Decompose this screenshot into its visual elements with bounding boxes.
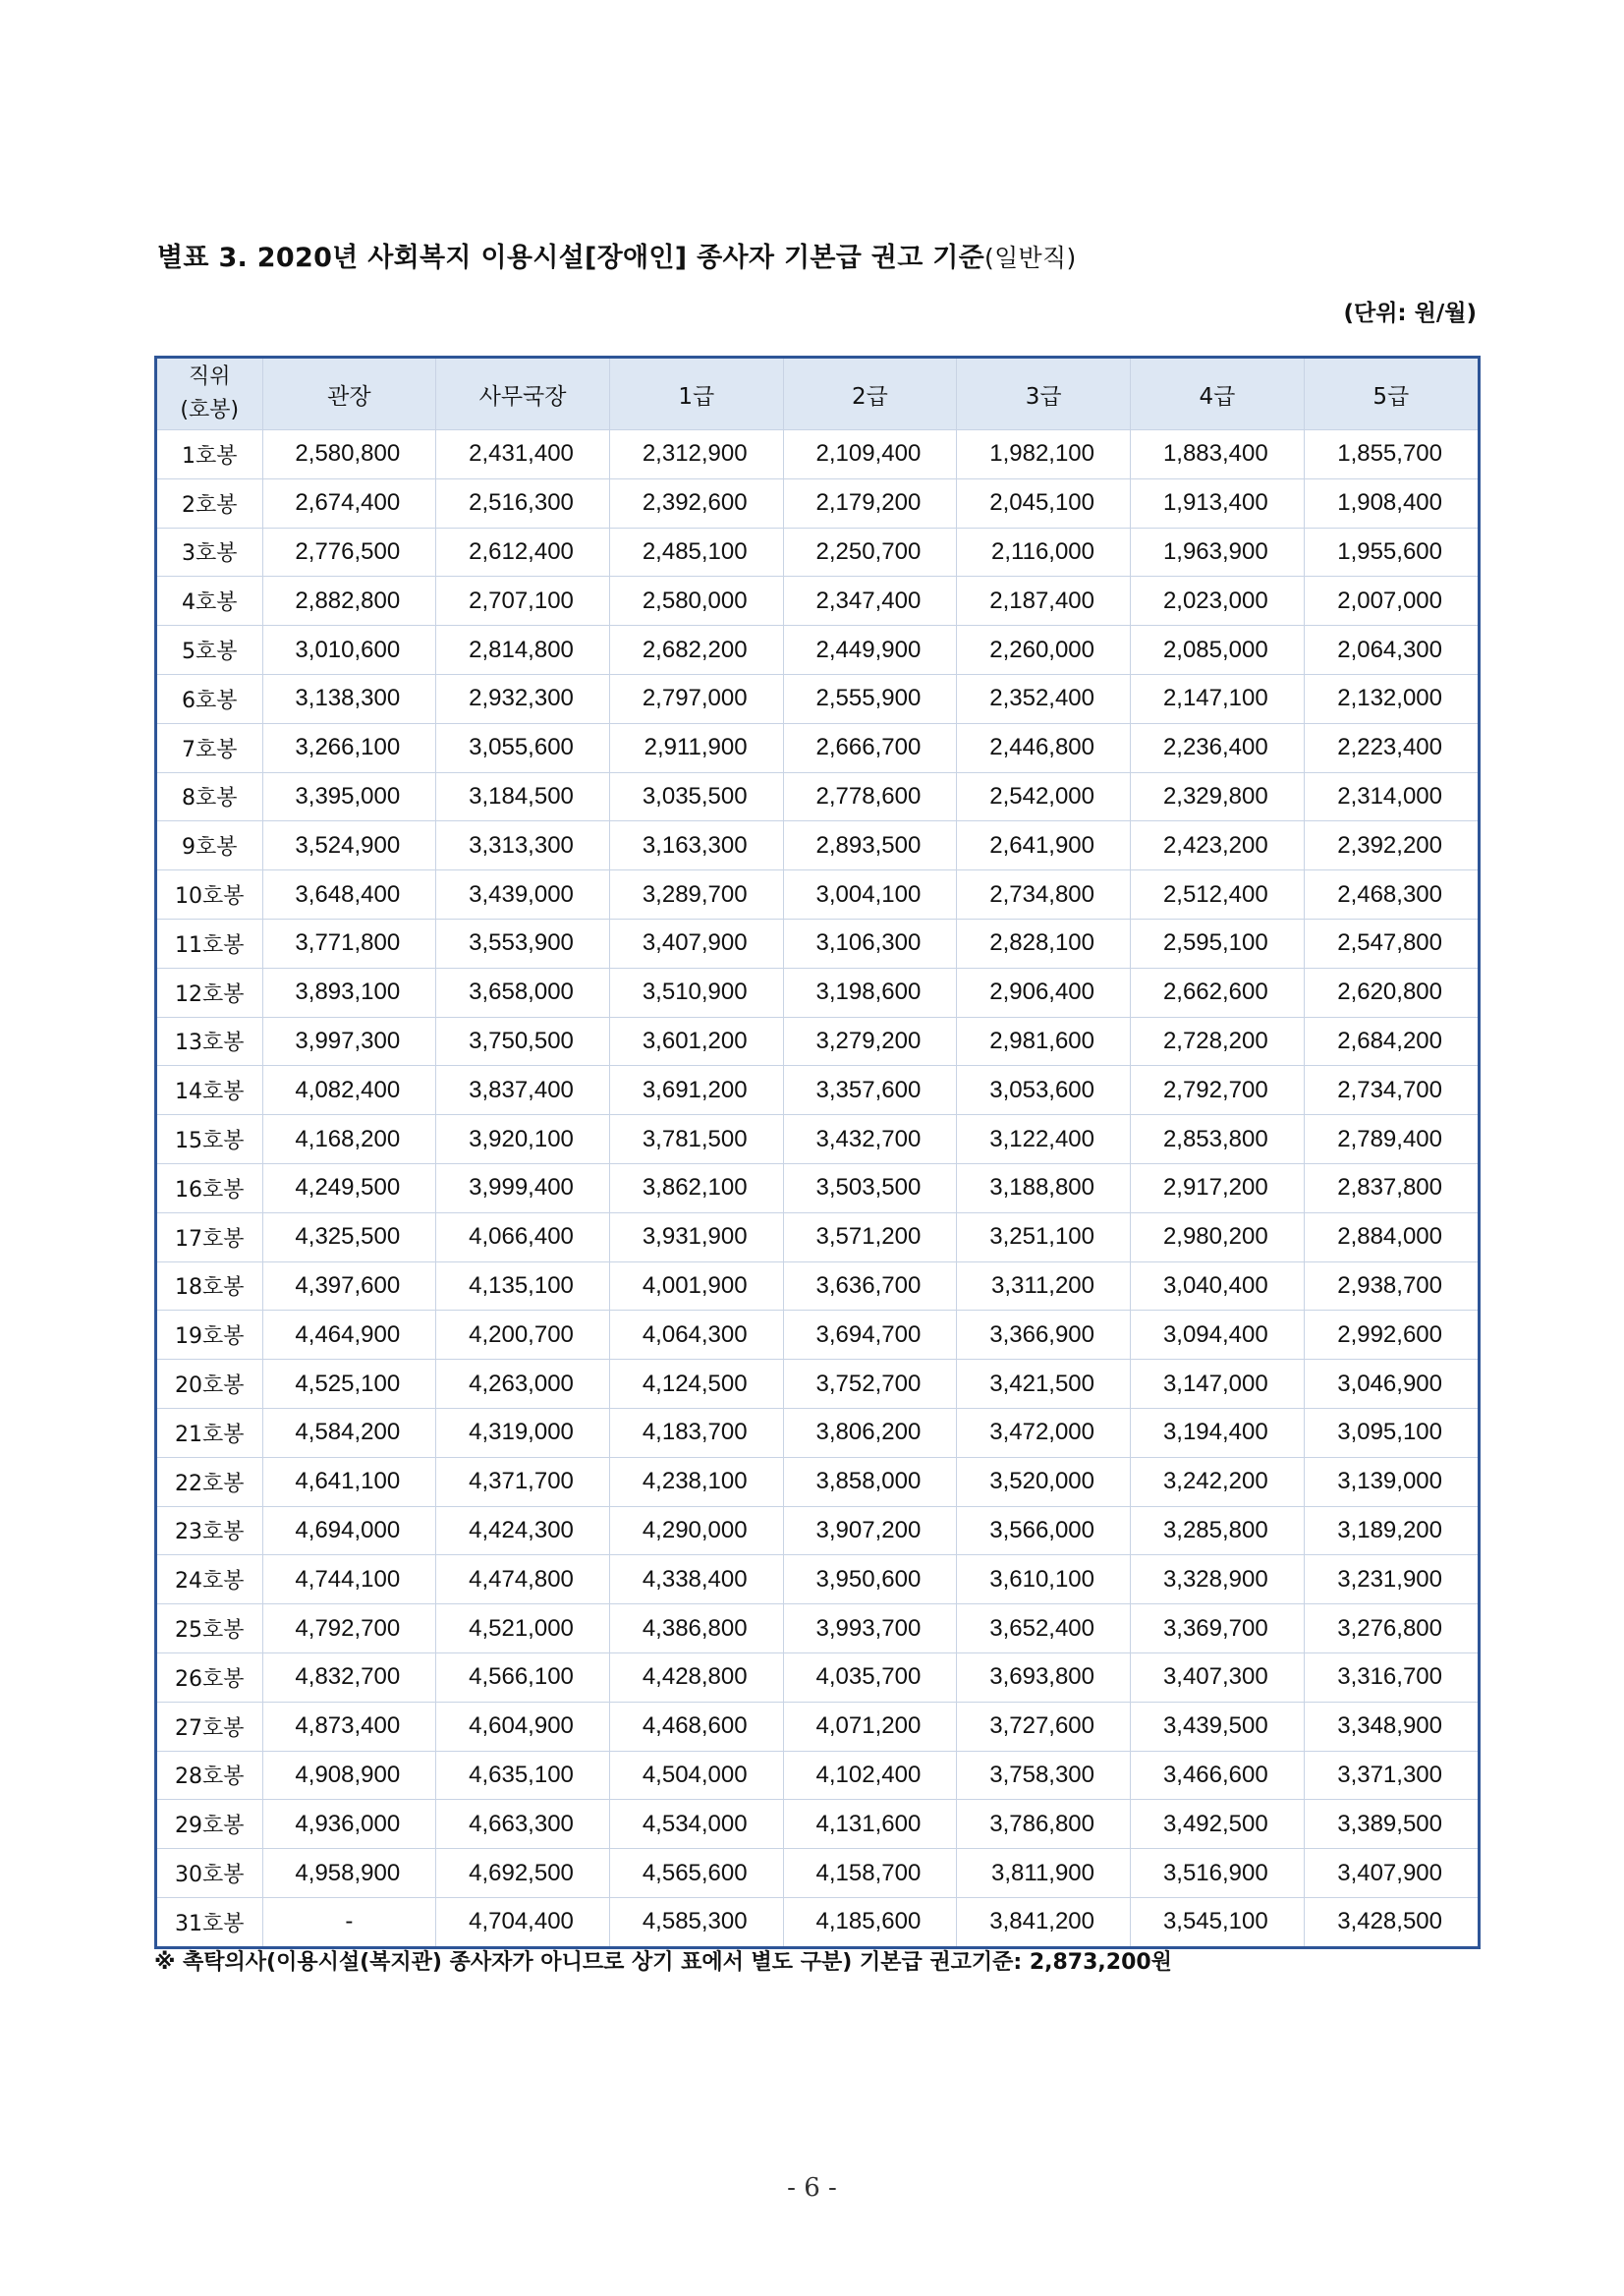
value-cell: 2,814,800 <box>436 626 610 675</box>
value-cell: 2,932,300 <box>436 674 610 723</box>
value-cell: 2,223,400 <box>1304 723 1478 772</box>
value-cell: 3,920,100 <box>436 1115 610 1164</box>
value-cell: 2,179,200 <box>783 478 957 528</box>
value-cell: 2,980,200 <box>1131 1212 1305 1261</box>
value-cell: 3,279,200 <box>783 1017 957 1066</box>
value-cell: 2,236,400 <box>1131 723 1305 772</box>
value-cell: 4,001,900 <box>609 1261 783 1311</box>
value-cell: 3,750,500 <box>436 1017 610 1066</box>
value-cell: 4,263,000 <box>436 1360 610 1409</box>
value-cell: 2,580,800 <box>262 430 436 479</box>
value-cell: 3,313,300 <box>436 821 610 870</box>
value-cell: 2,023,000 <box>1131 577 1305 626</box>
value-cell: 3,055,600 <box>436 723 610 772</box>
value-cell: 4,958,900 <box>262 1849 436 1898</box>
value-cell: 3,163,300 <box>609 821 783 870</box>
value-cell: 3,010,600 <box>262 626 436 675</box>
value-cell: 4,744,100 <box>262 1555 436 1604</box>
table-row <box>157 674 1478 723</box>
table-row <box>157 772 1478 821</box>
value-cell: 4,873,400 <box>262 1702 436 1751</box>
step-cell: 25호봉 <box>157 1604 262 1653</box>
value-cell: 3,571,200 <box>783 1212 957 1261</box>
value-cell: 2,911,900 <box>609 723 783 772</box>
value-cell: 4,428,800 <box>609 1652 783 1702</box>
value-cell: 2,684,200 <box>1304 1017 1478 1066</box>
value-cell: 3,492,500 <box>1131 1800 1305 1849</box>
value-cell: 3,122,400 <box>957 1115 1131 1164</box>
step-cell: 19호봉 <box>157 1311 262 1360</box>
value-cell: 4,135,100 <box>436 1261 610 1311</box>
value-cell: 3,601,200 <box>609 1017 783 1066</box>
page-number: - 6 - <box>787 2173 837 2203</box>
step-cell: 27호봉 <box>157 1702 262 1751</box>
value-cell: 3,348,900 <box>1304 1702 1478 1751</box>
value-cell: 1,913,400 <box>1131 478 1305 528</box>
step-cell: 30호봉 <box>157 1849 262 1898</box>
value-cell: 2,674,400 <box>262 478 436 528</box>
table-row <box>157 1702 1478 1751</box>
step-cell: 1호봉 <box>157 430 262 479</box>
value-cell: 3,652,400 <box>957 1604 1131 1653</box>
value-cell: 2,449,900 <box>783 626 957 675</box>
table-row <box>157 1408 1478 1457</box>
value-cell: 2,116,000 <box>957 528 1131 577</box>
value-cell: 3,147,000 <box>1131 1360 1305 1409</box>
table-row <box>157 870 1478 920</box>
step-cell: 15호봉 <box>157 1115 262 1164</box>
table-row <box>157 968 1478 1017</box>
value-cell: 3,545,100 <box>1131 1897 1305 1945</box>
step-cell: 12호봉 <box>157 968 262 1017</box>
value-cell: 2,734,700 <box>1304 1066 1478 1115</box>
value-cell: 3,693,800 <box>957 1652 1131 1702</box>
value-cell: 2,423,200 <box>1131 821 1305 870</box>
table-row <box>157 1261 1478 1311</box>
value-cell: 2,431,400 <box>436 430 610 479</box>
table-row <box>157 430 1478 479</box>
value-cell: 2,329,800 <box>1131 772 1305 821</box>
column-header: 5급 <box>1304 359 1478 430</box>
value-cell: 2,906,400 <box>957 968 1131 1017</box>
value-cell: 4,158,700 <box>783 1849 957 1898</box>
step-cell: 4호봉 <box>157 577 262 626</box>
value-cell: 4,124,500 <box>609 1360 783 1409</box>
value-cell: 1,963,900 <box>1131 528 1305 577</box>
value-cell: 2,992,600 <box>1304 1311 1478 1360</box>
value-cell: 2,314,000 <box>1304 772 1478 821</box>
value-cell: 4,238,100 <box>609 1457 783 1506</box>
value-cell: 3,658,000 <box>436 968 610 1017</box>
value-cell: 3,251,100 <box>957 1212 1131 1261</box>
value-cell: 3,999,400 <box>436 1163 610 1212</box>
step-cell: 28호봉 <box>157 1751 262 1800</box>
value-cell: 4,397,600 <box>262 1261 436 1311</box>
salary-table <box>157 359 1478 1946</box>
value-cell: 3,139,000 <box>1304 1457 1478 1506</box>
value-cell: 3,841,200 <box>957 1897 1131 1945</box>
value-cell: 3,138,300 <box>262 674 436 723</box>
value-cell: 3,516,900 <box>1131 1849 1305 1898</box>
step-cell: 8호봉 <box>157 772 262 821</box>
step-cell: 22호봉 <box>157 1457 262 1506</box>
value-cell: 4,185,600 <box>783 1897 957 1945</box>
value-cell: 3,328,900 <box>1131 1555 1305 1604</box>
value-cell: 2,468,300 <box>1304 870 1478 920</box>
value-cell: 3,858,000 <box>783 1457 957 1506</box>
value-cell: 3,648,400 <box>262 870 436 920</box>
value-cell: 4,102,400 <box>783 1751 957 1800</box>
step-cell: 9호봉 <box>157 821 262 870</box>
value-cell: 3,395,000 <box>262 772 436 821</box>
value-cell: 3,553,900 <box>436 919 610 968</box>
value-cell: 3,366,900 <box>957 1311 1131 1360</box>
value-cell: 3,727,600 <box>957 1702 1131 1751</box>
value-cell: 4,663,300 <box>436 1800 610 1849</box>
value-cell: 2,547,800 <box>1304 919 1478 968</box>
column-header: 사무국장 <box>436 359 610 430</box>
step-cell: 3호봉 <box>157 528 262 577</box>
column-header: 2급 <box>783 359 957 430</box>
value-cell: 4,641,100 <box>262 1457 436 1506</box>
value-cell: 3,472,000 <box>957 1408 1131 1457</box>
value-cell: 2,064,300 <box>1304 626 1478 675</box>
value-cell: 3,758,300 <box>957 1751 1131 1800</box>
unit-label: (단위: 원/월) <box>1343 301 1477 326</box>
value-cell: 2,662,600 <box>1131 968 1305 1017</box>
document-title <box>157 236 1077 274</box>
value-cell: 3,389,500 <box>1304 1800 1478 1849</box>
value-cell: 3,276,800 <box>1304 1604 1478 1653</box>
value-cell: 4,183,700 <box>609 1408 783 1457</box>
value-cell: 4,704,400 <box>436 1897 610 1945</box>
table-body <box>157 430 1478 1946</box>
value-cell: 3,439,000 <box>436 870 610 920</box>
table-row <box>157 1652 1478 1702</box>
value-cell: 3,811,900 <box>957 1849 1131 1898</box>
value-cell: 3,285,800 <box>1131 1506 1305 1555</box>
table-row <box>157 723 1478 772</box>
value-cell: 2,250,700 <box>783 528 957 577</box>
step-cell: 24호봉 <box>157 1555 262 1604</box>
table-row <box>157 528 1478 577</box>
value-cell: 4,584,200 <box>262 1408 436 1457</box>
value-cell: 3,095,100 <box>1304 1408 1478 1457</box>
value-cell: 3,806,200 <box>783 1408 957 1457</box>
step-cell: 21호봉 <box>157 1408 262 1457</box>
value-cell: 3,035,500 <box>609 772 783 821</box>
table-row <box>157 1457 1478 1506</box>
title-main: 별표 3. 2020년 사회복지 이용시설[장애인] 종사자 기본급 권고 기준 <box>157 243 985 273</box>
value-cell: 4,200,700 <box>436 1311 610 1360</box>
value-cell: 2,260,000 <box>957 626 1131 675</box>
value-cell: 4,908,900 <box>262 1751 436 1800</box>
value-cell: 3,439,500 <box>1131 1702 1305 1751</box>
value-cell: 4,325,500 <box>262 1212 436 1261</box>
value-cell: 4,474,800 <box>436 1555 610 1604</box>
value-cell: 3,188,800 <box>957 1163 1131 1212</box>
value-cell: 4,168,200 <box>262 1115 436 1164</box>
value-cell: 3,407,900 <box>609 919 783 968</box>
value-cell: 1,982,100 <box>957 430 1131 479</box>
value-cell: 2,555,900 <box>783 674 957 723</box>
value-cell: 3,266,100 <box>262 723 436 772</box>
step-cell: 16호봉 <box>157 1163 262 1212</box>
value-cell: 2,612,400 <box>436 528 610 577</box>
value-cell: 2,045,100 <box>957 478 1131 528</box>
table-row <box>157 478 1478 528</box>
value-cell: 4,936,000 <box>262 1800 436 1849</box>
table-row <box>157 1751 1478 1800</box>
value-cell: 3,421,500 <box>957 1360 1131 1409</box>
value-cell: 4,249,500 <box>262 1163 436 1212</box>
value-cell: 2,392,600 <box>609 478 783 528</box>
value-cell: 3,407,300 <box>1131 1652 1305 1702</box>
value-cell: 2,620,800 <box>1304 968 1478 1017</box>
table-row <box>157 821 1478 870</box>
step-cell: 11호봉 <box>157 919 262 968</box>
value-cell: 4,064,300 <box>609 1311 783 1360</box>
value-cell: 3,094,400 <box>1131 1311 1305 1360</box>
corner-line2: (호봉) <box>180 398 240 422</box>
value-cell: 2,882,800 <box>262 577 436 626</box>
value-cell: 2,884,000 <box>1304 1212 1478 1261</box>
value-cell: 3,893,100 <box>262 968 436 1017</box>
value-cell: 3,786,800 <box>957 1800 1131 1849</box>
value-cell: 2,312,900 <box>609 430 783 479</box>
value-cell: 2,778,600 <box>783 772 957 821</box>
value-cell: 4,338,400 <box>609 1555 783 1604</box>
value-cell: 4,585,300 <box>609 1897 783 1945</box>
value-cell: 3,610,100 <box>957 1555 1131 1604</box>
value-cell: 3,357,600 <box>783 1066 957 1115</box>
step-cell: 14호봉 <box>157 1066 262 1115</box>
value-cell: 2,776,500 <box>262 528 436 577</box>
table-row <box>157 1897 1478 1945</box>
value-cell: 2,147,100 <box>1131 674 1305 723</box>
value-cell: 3,004,100 <box>783 870 957 920</box>
step-cell: 10호봉 <box>157 870 262 920</box>
table-row <box>157 1163 1478 1212</box>
value-cell: 2,734,800 <box>957 870 1131 920</box>
value-cell: 3,691,200 <box>609 1066 783 1115</box>
value-cell: 2,789,400 <box>1304 1115 1478 1164</box>
table-row <box>157 1555 1478 1604</box>
value-cell: 3,566,000 <box>957 1506 1131 1555</box>
value-cell: - <box>262 1897 436 1945</box>
value-cell: 2,446,800 <box>957 723 1131 772</box>
value-cell: 3,369,700 <box>1131 1604 1305 1653</box>
value-cell: 3,466,600 <box>1131 1751 1305 1800</box>
value-cell: 3,053,600 <box>957 1066 1131 1115</box>
step-cell: 31호봉 <box>157 1897 262 1945</box>
value-cell: 4,082,400 <box>262 1066 436 1115</box>
table-row <box>157 1506 1478 1555</box>
value-cell: 3,950,600 <box>783 1555 957 1604</box>
value-cell: 4,424,300 <box>436 1506 610 1555</box>
step-cell: 17호봉 <box>157 1212 262 1261</box>
value-cell: 3,862,100 <box>609 1163 783 1212</box>
column-header: 3급 <box>957 359 1131 430</box>
column-header: 관장 <box>262 359 436 430</box>
value-cell: 4,635,100 <box>436 1751 610 1800</box>
table-header-row <box>157 359 1478 430</box>
value-cell: 3,694,700 <box>783 1311 957 1360</box>
table-row <box>157 577 1478 626</box>
table-row <box>157 1115 1478 1164</box>
value-cell: 2,666,700 <box>783 723 957 772</box>
corner-line1: 직위 <box>188 364 231 389</box>
value-cell: 3,046,900 <box>1304 1360 1478 1409</box>
value-cell: 2,352,400 <box>957 674 1131 723</box>
value-cell: 3,316,700 <box>1304 1652 1478 1702</box>
table-row <box>157 626 1478 675</box>
step-cell: 6호봉 <box>157 674 262 723</box>
value-cell: 2,187,400 <box>957 577 1131 626</box>
footnote: ※ 촉탁의사(이용시설(복지관) 종사자가 아니므로 상기 표에서 별도 구분) 기본급 권고기준: 2,873,200원 <box>154 1950 1172 1975</box>
column-header: 1급 <box>609 359 783 430</box>
value-cell: 3,428,500 <box>1337 1908 1442 1935</box>
value-cell: 3,781,500 <box>609 1115 783 1164</box>
value-cell: 4,792,700 <box>262 1604 436 1653</box>
value-cell: 2,837,800 <box>1304 1163 1478 1212</box>
value-cell: 3,106,300 <box>783 919 957 968</box>
value-cell: 3,837,400 <box>436 1066 610 1115</box>
value-cell: 3,510,900 <box>609 968 783 1017</box>
value-cell: 2,728,200 <box>1131 1017 1305 1066</box>
value-cell: 3,997,300 <box>262 1017 436 1066</box>
corner-header <box>157 359 262 430</box>
step-cell: 7호봉 <box>157 723 262 772</box>
table-row <box>157 1800 1478 1849</box>
value-cell: 2,981,600 <box>957 1017 1131 1066</box>
value-cell: 1,955,600 <box>1304 528 1478 577</box>
step-cell: 2호봉 <box>157 478 262 528</box>
table-row <box>157 1311 1478 1360</box>
step-cell: 18호봉 <box>157 1261 262 1311</box>
value-cell: 3,503,500 <box>783 1163 957 1212</box>
value-cell: 4,565,600 <box>609 1849 783 1898</box>
value-cell: 2,516,300 <box>436 478 610 528</box>
step-cell: 26호봉 <box>157 1652 262 1702</box>
title-suffix: (일반직) <box>984 244 1077 272</box>
value-cell: 3,184,500 <box>436 772 610 821</box>
value-cell: 2,682,200 <box>609 626 783 675</box>
value-cell: 2,893,500 <box>783 821 957 870</box>
table-row <box>157 1212 1478 1261</box>
value-cell: 4,290,000 <box>609 1506 783 1555</box>
value-cell: 4,066,400 <box>436 1212 610 1261</box>
value-cell: 3,040,400 <box>1131 1261 1305 1311</box>
value-cell: 3,907,200 <box>783 1506 957 1555</box>
value-cell: 3,752,700 <box>783 1360 957 1409</box>
value-cell: 2,707,100 <box>436 577 610 626</box>
table-row <box>157 1017 1478 1066</box>
value-cell: 4,694,000 <box>262 1506 436 1555</box>
value-cell: 4,319,000 <box>436 1408 610 1457</box>
value-cell: 4,386,800 <box>609 1604 783 1653</box>
step-cell: 13호봉 <box>157 1017 262 1066</box>
value-cell: 2,917,200 <box>1131 1163 1305 1212</box>
value-cell: 2,347,400 <box>783 577 957 626</box>
value-cell: 4,071,200 <box>783 1702 957 1751</box>
value-cell: 3,198,600 <box>783 968 957 1017</box>
value-cell: 3,371,300 <box>1304 1751 1478 1800</box>
value-cell: 3,289,700 <box>609 870 783 920</box>
value-cell: 2,085,000 <box>1131 626 1305 675</box>
value-cell: 4,464,900 <box>262 1311 436 1360</box>
value-cell: 3,636,700 <box>783 1261 957 1311</box>
value-cell: 2,109,400 <box>783 430 957 479</box>
value-cell: 2,580,000 <box>609 577 783 626</box>
value-cell: 4,604,900 <box>436 1702 610 1751</box>
step-cell: 20호봉 <box>157 1360 262 1409</box>
value-cell: 3,931,900 <box>609 1212 783 1261</box>
value-cell: 1,883,400 <box>1131 430 1305 479</box>
value-cell: 4,566,100 <box>436 1652 610 1702</box>
value-cell: 4,504,000 <box>609 1751 783 1800</box>
value-cell: 2,938,700 <box>1304 1261 1478 1311</box>
value-cell: 3,194,400 <box>1131 1408 1305 1457</box>
value-cell: 2,792,700 <box>1131 1066 1305 1115</box>
value-cell: 2,007,000 <box>1304 577 1478 626</box>
table-row <box>157 1849 1478 1898</box>
value-cell: 2,542,000 <box>957 772 1131 821</box>
value-cell: 2,485,100 <box>609 528 783 577</box>
value-cell: 2,132,000 <box>1304 674 1478 723</box>
value-cell: 3,231,900 <box>1304 1555 1478 1604</box>
value-cell: 3,993,700 <box>783 1604 957 1653</box>
value-cell: 4,035,700 <box>783 1652 957 1702</box>
salary-table-frame <box>154 356 1481 1949</box>
table-row <box>157 1604 1478 1653</box>
value-cell: 4,832,700 <box>262 1652 436 1702</box>
value-cell: 3,189,200 <box>1304 1506 1478 1555</box>
value-cell: 4,371,700 <box>436 1457 610 1506</box>
value-cell: 2,392,200 <box>1304 821 1478 870</box>
table-row <box>157 1360 1478 1409</box>
value-cell: 3,407,900 <box>1304 1849 1478 1898</box>
value-cell: 1,908,400 <box>1304 478 1478 528</box>
step-cell: 29호봉 <box>157 1800 262 1849</box>
value-cell: 3,311,200 <box>957 1261 1131 1311</box>
value-cell: 2,797,000 <box>609 674 783 723</box>
value-cell: 4,692,500 <box>436 1849 610 1898</box>
value-cell: 2,512,400 <box>1131 870 1305 920</box>
value-cell: 3,242,200 <box>1131 1457 1305 1506</box>
value-cell: 4,131,600 <box>783 1800 957 1849</box>
value-cell: 1,855,700 <box>1304 430 1478 479</box>
step-cell: 23호봉 <box>157 1506 262 1555</box>
value-cell: 4,521,000 <box>436 1604 610 1653</box>
value-cell: 3,520,000 <box>957 1457 1131 1506</box>
step-cell: 5호봉 <box>157 626 262 675</box>
value-cell: 2,828,100 <box>957 919 1131 968</box>
value-cell: 3,524,900 <box>262 821 436 870</box>
value-cell: 4,534,000 <box>609 1800 783 1849</box>
table-row <box>157 1066 1478 1115</box>
value-cell: 2,641,900 <box>957 821 1131 870</box>
value-cell: 3,771,800 <box>262 919 436 968</box>
value-cell: 2,853,800 <box>1131 1115 1305 1164</box>
column-header: 4급 <box>1131 359 1305 430</box>
table-row <box>157 919 1478 968</box>
value-cell: 2,595,100 <box>1131 919 1305 968</box>
value-cell: 3,432,700 <box>783 1115 957 1164</box>
value-cell: 4,468,600 <box>609 1702 783 1751</box>
value-cell: 4,525,100 <box>262 1360 436 1409</box>
